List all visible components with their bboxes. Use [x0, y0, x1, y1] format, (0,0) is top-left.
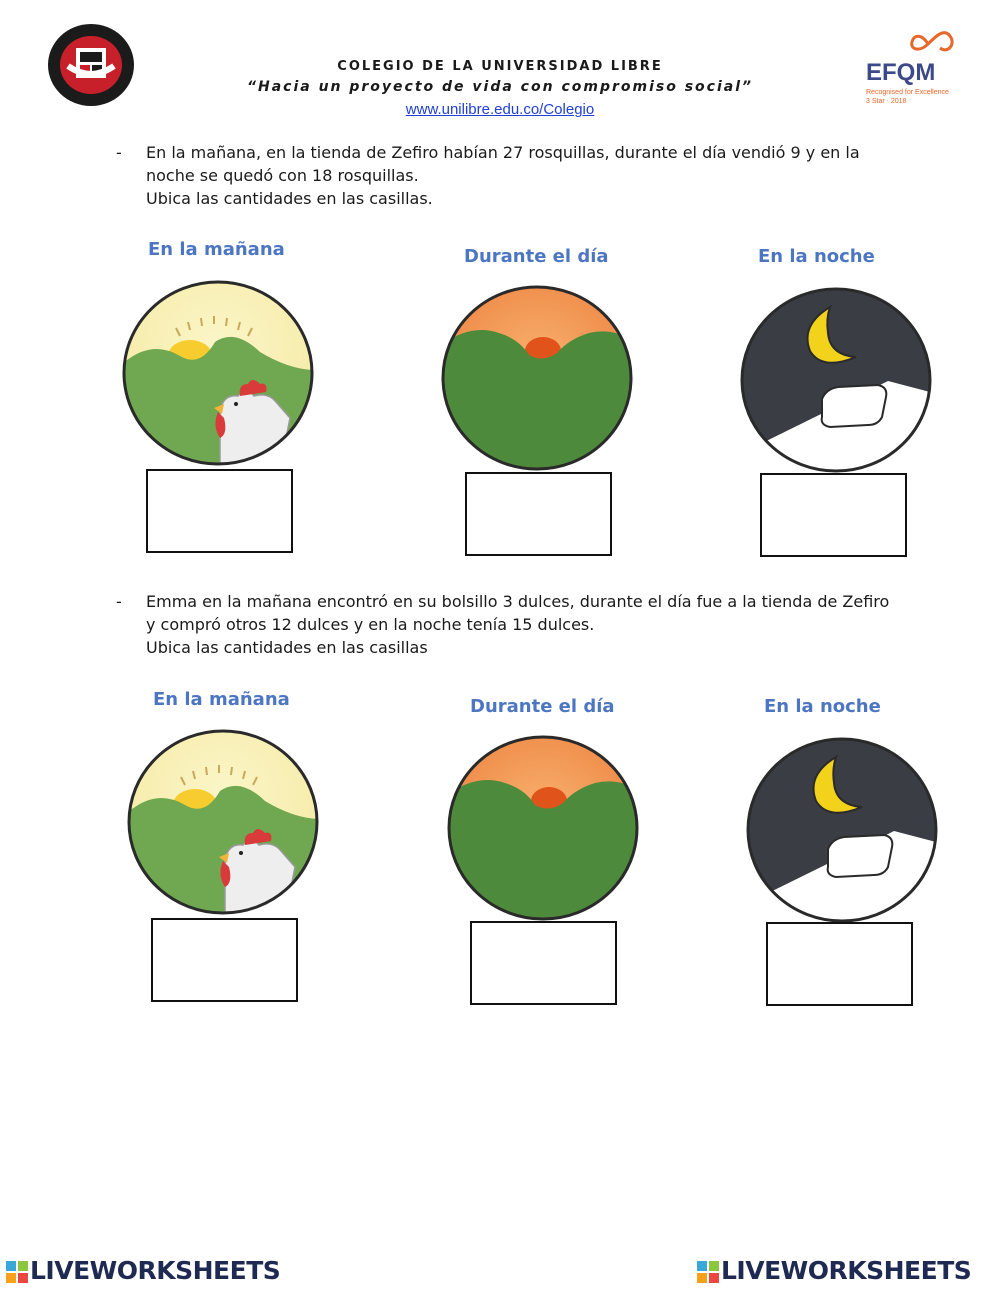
liveworksheets-text: LIVEWORKSHEETS [721, 1256, 972, 1285]
label-night: En la noche [764, 696, 881, 717]
answer-box-day[interactable] [465, 472, 612, 556]
school-website-link[interactable]: www.unilibre.edu.co/Colegio [405, 101, 595, 118]
answer-box-night[interactable] [766, 922, 913, 1006]
answer-box-day[interactable] [470, 921, 617, 1005]
night-moon-bed-icon [744, 735, 940, 925]
efqm-logo-text: EFQM [866, 59, 936, 86]
school-motto: “Hacia un proyecto de vida con compromiso social” [246, 79, 754, 95]
problem-2-line: y compró otros 12 dulces y en la noche tenía 15 dulces. [146, 615, 595, 634]
liveworksheets-text: LIVEWORKSHEETS [30, 1256, 281, 1285]
efqm-logo [862, 24, 978, 110]
problem-2-text [146, 590, 956, 659]
sunset-hills-icon [445, 733, 641, 923]
liveworksheets-logo-icon [6, 1261, 28, 1283]
label-morning: En la mañana [153, 689, 290, 710]
problem-1-line: En la mañana, en la tienda de Zefiro habían 27 rosquillas, durante el día vendió 9 y en la [146, 143, 860, 162]
efqm-logo-subtext: Recognised for Excellence [866, 89, 949, 96]
problem-1-text [146, 141, 956, 210]
label-night: En la noche [758, 246, 875, 267]
efqm-logo-subtext: 3 Star · 2018 [866, 98, 907, 105]
liveworksheets-brand-left[interactable] [6, 1256, 280, 1285]
sunset-hills-icon [439, 283, 635, 473]
problem-2-line: Emma en la mañana encontró en su bolsillo 3 dulces, durante el día fue a la tienda de Zefiro [146, 592, 890, 611]
school-title: COLEGIO DE LA UNIVERSIDAD LIBRE [337, 59, 663, 74]
university-seal-logo [46, 22, 136, 108]
answer-box-night[interactable] [760, 473, 907, 557]
problem-2-line: Ubica las cantidades en las casillas [146, 638, 428, 657]
morning-rooster-icon [125, 727, 321, 917]
morning-rooster-icon [120, 278, 316, 468]
problem-1-line: Ubica las cantidades en las casillas. [146, 189, 433, 208]
label-morning: En la mañana [148, 239, 285, 260]
night-moon-bed-icon [738, 285, 934, 475]
answer-box-morning[interactable] [151, 918, 298, 1002]
liveworksheets-logo-icon [697, 1261, 719, 1283]
label-day: Durante el día [464, 246, 609, 267]
problem-1-bullet: - [116, 143, 122, 162]
liveworksheets-brand-right[interactable] [697, 1256, 971, 1285]
answer-box-morning[interactable] [146, 469, 293, 553]
problem-2-bullet: - [116, 592, 122, 611]
problem-1-line: noche se quedó con 18 rosquillas. [146, 166, 419, 185]
label-day: Durante el día [470, 696, 615, 717]
